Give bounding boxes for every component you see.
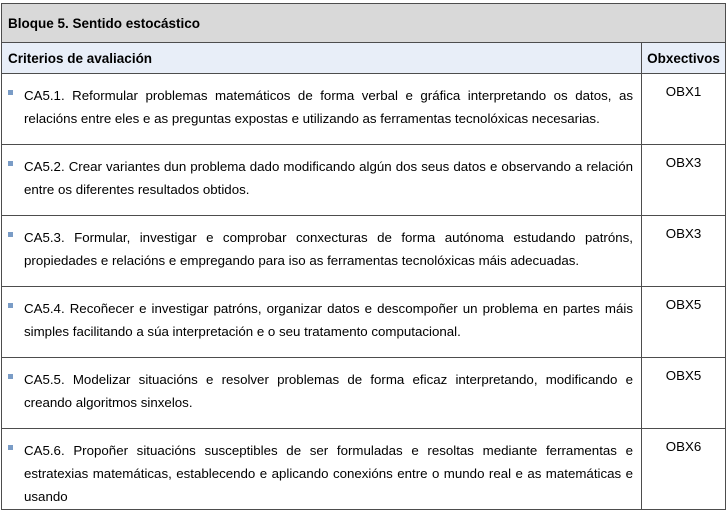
- table-row: [2, 429, 726, 510]
- table-row: [2, 74, 726, 145]
- header-row: [2, 43, 726, 74]
- bullet-icon: [8, 445, 13, 450]
- criterion-cell: [2, 429, 642, 510]
- bullet-icon: [8, 232, 13, 237]
- objective-cell: OBX3: [642, 145, 726, 216]
- objectives-column-header: Obxectivos: [642, 43, 726, 74]
- bullet-icon: [8, 303, 13, 308]
- objective-cell: OBX5: [642, 358, 726, 429]
- bullet-icon: [8, 161, 13, 166]
- criterion-text: CA5.2. Crear variantes dun problema dado modificando algún dos seus datos e observando a relación entre os diferentes resultados obtidos.: [24, 159, 633, 197]
- table-row: [2, 216, 726, 287]
- criterion-cell: [2, 358, 642, 429]
- criterion-cell: [2, 145, 642, 216]
- table-row: [2, 145, 726, 216]
- criterion-text: CA5.1. Reformular problemas matemáticos de forma verbal e gráfica interpretando os datos, as relacións entre eles e as preguntas expostas e utilizando as ferramentas tecnolóxicas necesarias.: [24, 88, 633, 126]
- criterion-text: CA5.4. Recoñecer e investigar patróns, organizar datos e descompoñer un problema en partes máis simples facilitando a súa interpretación e o seu tratamento computacional.: [24, 301, 633, 339]
- table-row: [2, 287, 726, 358]
- bullet-icon: [8, 90, 13, 95]
- objective-cell: OBX6: [642, 429, 726, 510]
- criteria-table: [1, 3, 726, 510]
- objective-cell: OBX5: [642, 287, 726, 358]
- criterion-text: CA5.6. Propoñer situacións susceptibles de ser formuladas e resoltas mediante ferramentas e estratexias matemáticas, establecendo e aplicando conexións entre o mundo real e as matemáticas e usando: [24, 443, 633, 504]
- objective-cell: OBX3: [642, 216, 726, 287]
- block-title: Bloque 5. Sentido estocástico: [2, 4, 726, 43]
- criterion-text: CA5.3. Formular, investigar e comprobar conxecturas de forma autónoma estudando patróns, propiedades e relacións e empregando para iso as ferramentas tecnolóxicas máis adecuadas.: [24, 230, 633, 268]
- bullet-icon: [8, 374, 13, 379]
- criterion-cell: [2, 287, 642, 358]
- criteria-column-header: Criterios de avaliación: [2, 43, 642, 74]
- criterion-cell: [2, 74, 642, 145]
- block-title-row: [2, 4, 726, 43]
- criterion-text: CA5.5. Modelizar situacións e resolver problemas de forma eficaz interpretando, modificando e creando algoritmos sinxelos.: [24, 372, 633, 410]
- table-row: [2, 358, 726, 429]
- objective-cell: OBX1: [642, 74, 726, 145]
- criterion-cell: [2, 216, 642, 287]
